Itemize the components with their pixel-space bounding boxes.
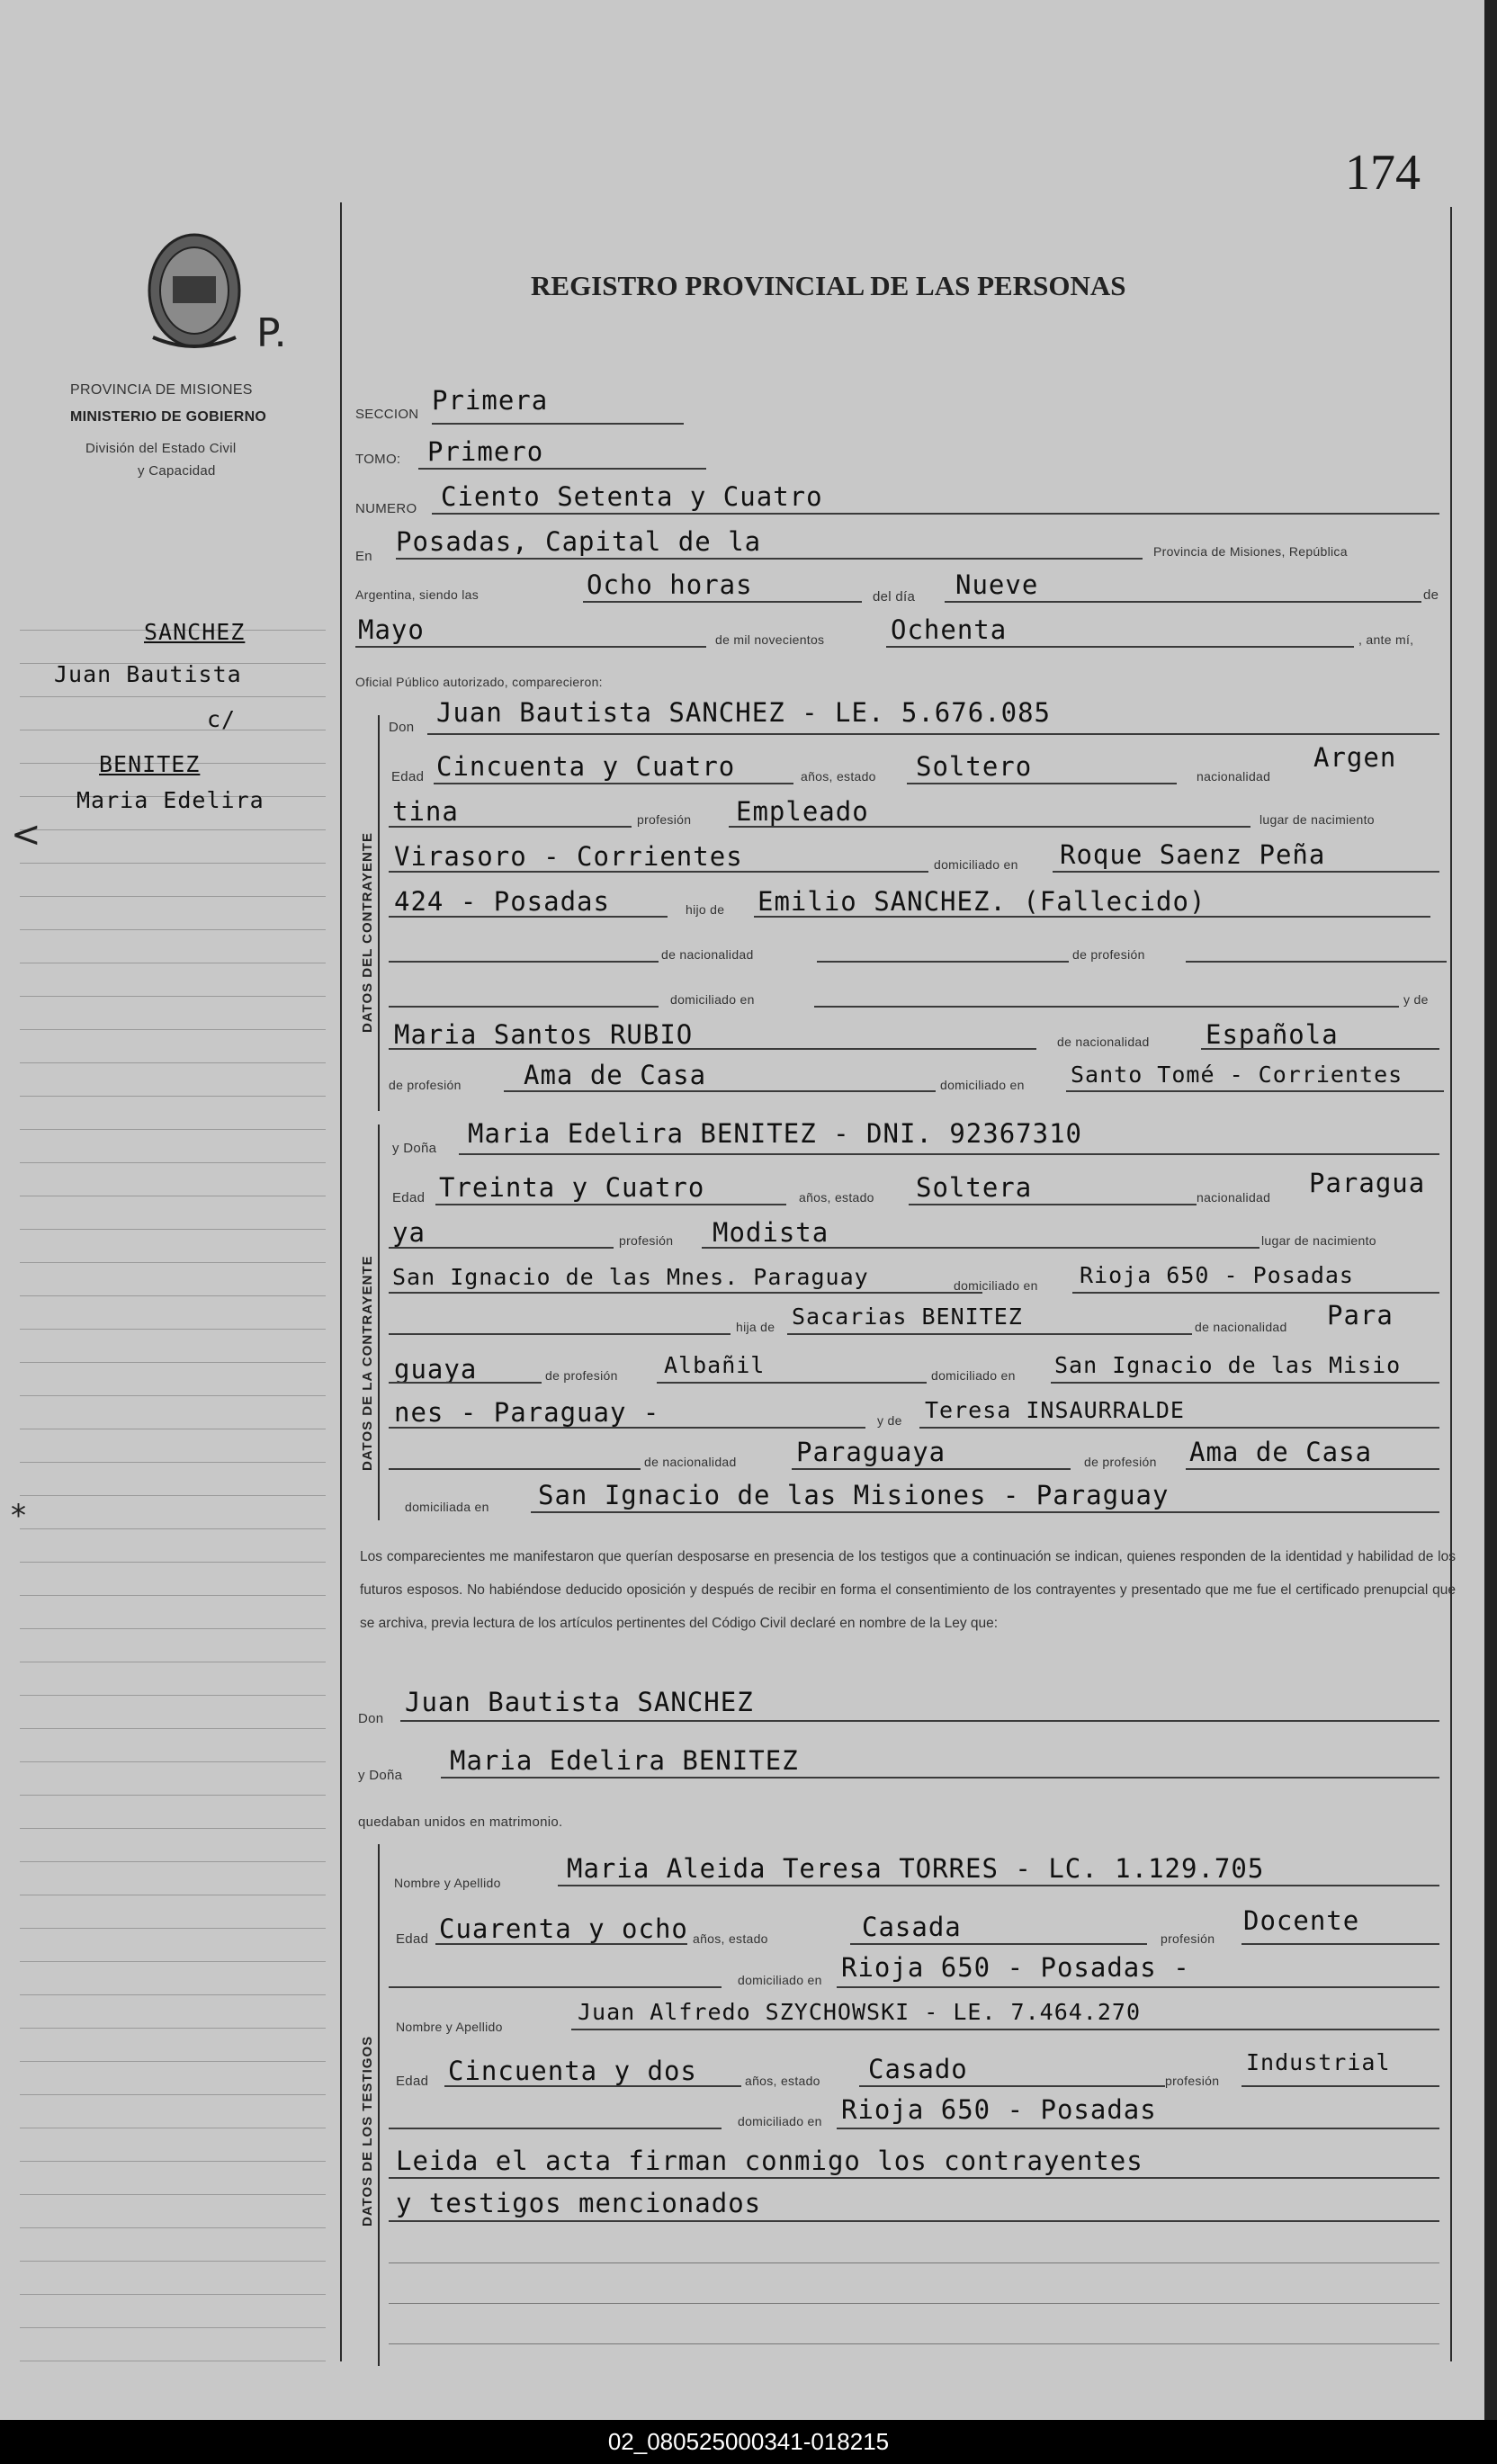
margin-rule-line xyxy=(20,1362,326,1363)
margin-rule-line xyxy=(20,1229,326,1230)
label-profesion: profesión xyxy=(1165,2074,1220,2088)
witness-1-age: Cuarenta y ocho xyxy=(439,1913,688,1944)
margin-rule-line xyxy=(20,1029,326,1030)
margin-rule-line xyxy=(20,896,326,897)
margin-rule-line xyxy=(20,2227,326,2228)
right-border-line xyxy=(1450,207,1452,2361)
bride-section-line xyxy=(378,1124,380,1520)
label-y-dona: y Doña xyxy=(392,1141,437,1156)
margin-rule-line xyxy=(20,1728,326,1729)
label-edad: Edad xyxy=(396,1931,429,1947)
groom-section-line xyxy=(378,715,380,1111)
bride-father-domicile-2: nes - Paraguay - xyxy=(394,1397,660,1428)
label-argentina: Argentina, siendo las xyxy=(355,587,480,602)
label-del-dia: del día xyxy=(873,589,916,605)
label-de-profesion: de profesión xyxy=(1084,1455,1157,1469)
witness-2-domicile: Rioja 650 - Posadas xyxy=(841,2094,1157,2125)
binding-edge xyxy=(1484,0,1497,2420)
bride-father: Sacarias BENITEZ xyxy=(792,1304,1023,1330)
value-anio: Ochenta xyxy=(891,614,1008,645)
bride-birthplace: San Ignacio de las Mnes. Paraguay xyxy=(392,1264,869,1290)
label-anos-estado: años, estado xyxy=(799,1190,874,1205)
label-ante-mi: , ante mí, xyxy=(1358,632,1414,647)
label-de-profesion: de profesión xyxy=(545,1368,618,1383)
margin-rule-line xyxy=(20,2261,326,2262)
groom-father: Emilio SANCHEZ. (Fallecido) xyxy=(757,886,1206,917)
closing-line-2: y testigos mencionados xyxy=(396,2188,762,2218)
margin-rule-line xyxy=(20,1062,326,1063)
margin-rule-line xyxy=(20,1495,326,1496)
document-title: REGISTRO PROVINCIAL DE LAS PERSONAS xyxy=(531,270,1126,301)
groom-domicile-1: Roque Saenz Peña xyxy=(1060,839,1326,870)
closing-line-1: Leida el acta firman conmigo los contrayentes xyxy=(396,2146,1143,2176)
groom-name: Juan Bautista SANCHEZ - LE. 5.676.085 xyxy=(436,697,1052,728)
bride-estado: Soltera xyxy=(916,1172,1033,1203)
label-edad: Edad xyxy=(391,769,425,784)
label-de-profesion: de profesión xyxy=(1072,947,1145,962)
margin-rule-line xyxy=(20,696,326,697)
value-mes: Mayo xyxy=(358,614,425,645)
label-domiciliado-en: domiciliado en xyxy=(931,1368,1016,1383)
groom-domicile-2: 424 - Posadas xyxy=(394,886,610,917)
label-nombre-apellido: Nombre y Apellido xyxy=(394,1876,501,1890)
label-y-de: y de xyxy=(877,1413,902,1428)
bride-father-domicile-1: San Ignacio de las Misio xyxy=(1054,1352,1402,1378)
margin-rule-line xyxy=(20,996,326,997)
margin-rule-line xyxy=(20,2194,326,2195)
value-numero: Ciento Setenta y Cuatro xyxy=(441,481,823,512)
provincial-seal-icon xyxy=(135,229,315,355)
image-caption: 02_080525000341-018215 xyxy=(0,2420,1497,2464)
label-de-nacionalidad: de nacionalidad xyxy=(644,1455,737,1469)
witness-section-line xyxy=(378,1844,380,2366)
margin-rule-line xyxy=(20,1695,326,1696)
margin-rule-line xyxy=(20,929,326,930)
witness-2-age: Cincuenta y dos xyxy=(448,2056,697,2086)
margin-rule-line xyxy=(20,1761,326,1762)
margin-rule-line xyxy=(20,2161,326,2162)
groom-age: Cincuenta y Cuatro xyxy=(436,751,736,782)
label-domiciliado-en: domiciliado en xyxy=(934,857,1018,872)
label-seccion: SECCION xyxy=(355,407,419,422)
margin-rule-line xyxy=(20,1795,326,1796)
margin-rule-line xyxy=(20,1861,326,1862)
witness-1-profession: Docente xyxy=(1243,1905,1360,1936)
side-label-contrayente: DATOS DEL CONTRAYENTE xyxy=(360,832,375,1033)
agency-line-4: y Capacidad xyxy=(138,463,216,479)
label-hija-de: hija de xyxy=(736,1320,775,1334)
bride-mother-nationality: Paraguaya xyxy=(796,1437,946,1467)
margin-rule-line xyxy=(20,2327,326,2328)
margin-rule-line xyxy=(20,1994,326,1995)
label-de-nacionalidad: de nacionalidad xyxy=(1195,1320,1287,1334)
margin-rule-line xyxy=(20,1129,326,1130)
label-y-de: y de xyxy=(1403,992,1429,1007)
witness-1-domicile: Rioja 650 - Posadas - xyxy=(841,1952,1190,1983)
margin-rule-line xyxy=(20,2294,326,2295)
groom-profession: Empleado xyxy=(736,796,869,827)
label-profesion: profesión xyxy=(1161,1931,1215,1946)
label-oficial: Oficial Público autorizado, comparecieron: xyxy=(355,675,603,689)
margin-rule-line xyxy=(20,1162,326,1163)
label-profesion: profesión xyxy=(637,812,692,827)
label-profesion: profesión xyxy=(619,1233,674,1248)
agency-line-3: División del Estado Civil xyxy=(85,441,237,456)
label-tomo: TOMO: xyxy=(355,452,401,467)
value-seccion: Primera xyxy=(432,385,549,416)
label-lugar-nacimiento: lugar de nacimiento xyxy=(1261,1233,1376,1248)
margin-rule-line xyxy=(20,1395,326,1396)
label-domiciliada-en: domiciliada en xyxy=(405,1500,489,1514)
margin-rule-line xyxy=(20,1595,326,1596)
label-numero: NUMERO xyxy=(355,501,417,516)
label-provincia: Provincia de Misiones, República xyxy=(1153,544,1348,559)
label-anos-estado: años, estado xyxy=(745,2074,820,2088)
groom-estado: Soltero xyxy=(916,751,1033,782)
label-nacionalidad: nacionalidad xyxy=(1197,769,1271,784)
agency-line-2: MINISTERIO DE GOBIERNO xyxy=(70,409,267,425)
label-nombre-apellido: Nombre y Apellido xyxy=(396,2020,503,2034)
bride-profession: Modista xyxy=(713,1217,829,1248)
value-tomo: Primero xyxy=(427,436,544,467)
label-hijo-de: hijo de xyxy=(686,902,725,917)
groom-mother: Maria Santos RUBIO xyxy=(394,1019,694,1050)
seal-handwritten-initial: P. xyxy=(256,310,287,356)
bride-domicile: Rioja 650 - Posadas xyxy=(1080,1262,1354,1288)
label-lugar-nacimiento: lugar de nacimiento xyxy=(1259,812,1375,827)
label-de: de xyxy=(1423,587,1439,603)
agency-line-1: PROVINCIA DE MISIONES xyxy=(70,382,253,398)
bride-mother-domicile: San Ignacio de las Misiones - Paraguay xyxy=(538,1480,1170,1510)
side-label-contrayenta: DATOS DE LA CONTRAYENTE xyxy=(360,1255,375,1471)
margin-rule-line xyxy=(20,2028,326,2029)
label-domiciliado-en: domiciliado en xyxy=(738,2114,822,2128)
margin-name-2: Maria Edelira xyxy=(76,787,264,813)
label-edad: Edad xyxy=(392,1190,426,1205)
label-en: En xyxy=(355,549,372,564)
margin-name-1: Juan Bautista xyxy=(54,661,242,687)
witness-1-estado: Casada xyxy=(862,1912,962,1942)
margin-rule-line xyxy=(20,1295,326,1296)
label-don: Don xyxy=(389,720,415,735)
margin-mark: < xyxy=(11,814,41,856)
margin-rule-line xyxy=(20,1262,326,1263)
label-domiciliado-en: domiciliado en xyxy=(940,1078,1025,1092)
label-domiciliado-en: domiciliado en xyxy=(670,992,755,1007)
label-anos-estado: años, estado xyxy=(693,1931,768,1946)
label-de-nacionalidad: de nacionalidad xyxy=(1057,1035,1150,1049)
margin-rule-line xyxy=(20,1828,326,1829)
left-border-line xyxy=(340,202,342,2361)
declaration-bride: Maria Edelira BENITEZ xyxy=(450,1745,799,1776)
witness-2-estado: Casado xyxy=(868,2054,968,2084)
bride-mother-profession: Ama de Casa xyxy=(1189,1437,1373,1467)
margin-rule-line xyxy=(20,863,326,864)
declaration-groom: Juan Bautista SANCHEZ xyxy=(405,1687,754,1717)
label-domiciliado-en: domiciliado en xyxy=(738,1973,822,1987)
label-y-dona: y Doña xyxy=(358,1768,403,1783)
label-edad: Edad xyxy=(396,2074,429,2089)
groom-nationality-2: tina xyxy=(392,796,459,827)
label-quedaban: quedaban unidos en matrimonio. xyxy=(358,1814,563,1830)
margin-rule-line xyxy=(20,1628,326,1629)
label-de-mil: de mil novecientos xyxy=(715,632,825,647)
margin-conjunction: c/ xyxy=(207,706,237,732)
groom-mother-domicile: Santo Tomé - Corrientes xyxy=(1071,1062,1403,1088)
witness-2-name: Juan Alfredo SZYCHOWSKI - LE. 7.464.270 xyxy=(578,1999,1141,2025)
margin-rule-line xyxy=(20,1462,326,1463)
bride-father-profession: Albañil xyxy=(664,1352,766,1378)
margin-rule-line xyxy=(20,829,326,830)
side-label-testigos: DATOS DE LOS TESTIGOS xyxy=(360,2035,375,2227)
label-domiciliado-en: domiciliado en xyxy=(954,1278,1038,1293)
label-de-profesion: de profesión xyxy=(389,1078,462,1092)
bride-nationality-2: ya xyxy=(392,1217,426,1248)
bride-name: Maria Edelira BENITEZ - DNI. 92367310 xyxy=(468,1118,1083,1149)
label-don: Don xyxy=(358,1711,384,1726)
bride-father-nationality-1: Para xyxy=(1327,1300,1394,1331)
margin-surname-1: SANCHEZ xyxy=(144,619,246,645)
margin-rule-line xyxy=(20,2094,326,2095)
margin-rule-line xyxy=(20,2061,326,2062)
groom-mother-nationality: Española xyxy=(1206,1019,1339,1050)
margin-rule-line xyxy=(20,1961,326,1962)
page-number: 174 xyxy=(1345,145,1421,201)
witness-1-name: Maria Aleida Teresa TORRES - LC. 1.129.705 xyxy=(567,1853,1265,1884)
groom-mother-profession: Ama de Casa xyxy=(524,1060,707,1090)
value-lugar: Posadas, Capital de la xyxy=(396,526,762,557)
margin-mark: * xyxy=(11,1498,26,1534)
margin-rule-line xyxy=(20,1562,326,1563)
declaration-paragraph: Los comparecientes me manifestaron que querían desposarse en presencia de los testigos que a continuación se indican, quienes responden de la identidad y habilidad de los futuros esposos. No habiéndose deducido oposición y después de recibir en forma el consentimiento de los contrayentes y presentado que me fue el certificado prenupcial que se archiva, previa lectura de los artículos pertinentes del Código Civil declaré en nombre de la Ley que: xyxy=(360,1549,1456,1631)
groom-birthplace: Virasoro - Corrientes xyxy=(394,841,743,872)
label-nacionalidad: nacionalidad xyxy=(1197,1190,1271,1205)
margin-rule-line xyxy=(20,1329,326,1330)
bride-father-nationality-2: guaya xyxy=(394,1354,478,1384)
groom-nationality-1: Argen xyxy=(1313,742,1397,773)
label-anos-estado: años, estado xyxy=(801,769,876,784)
margin-rule-line xyxy=(20,1928,326,1929)
margin-rule-line xyxy=(20,1528,326,1529)
witness-2-profession: Industrial xyxy=(1246,2049,1391,2075)
bride-mother: Teresa INSAURRALDE xyxy=(925,1397,1185,1423)
value-dia: Nueve xyxy=(955,569,1039,600)
margin-rule-line xyxy=(20,1096,326,1097)
bride-nationality-1: Paragua xyxy=(1309,1168,1426,1198)
value-horas: Ocho horas xyxy=(587,569,753,600)
margin-surname-2: BENITEZ xyxy=(99,751,201,777)
label-de-nacionalidad: de nacionalidad xyxy=(661,947,754,962)
bride-age: Treinta y Cuatro xyxy=(439,1172,705,1203)
